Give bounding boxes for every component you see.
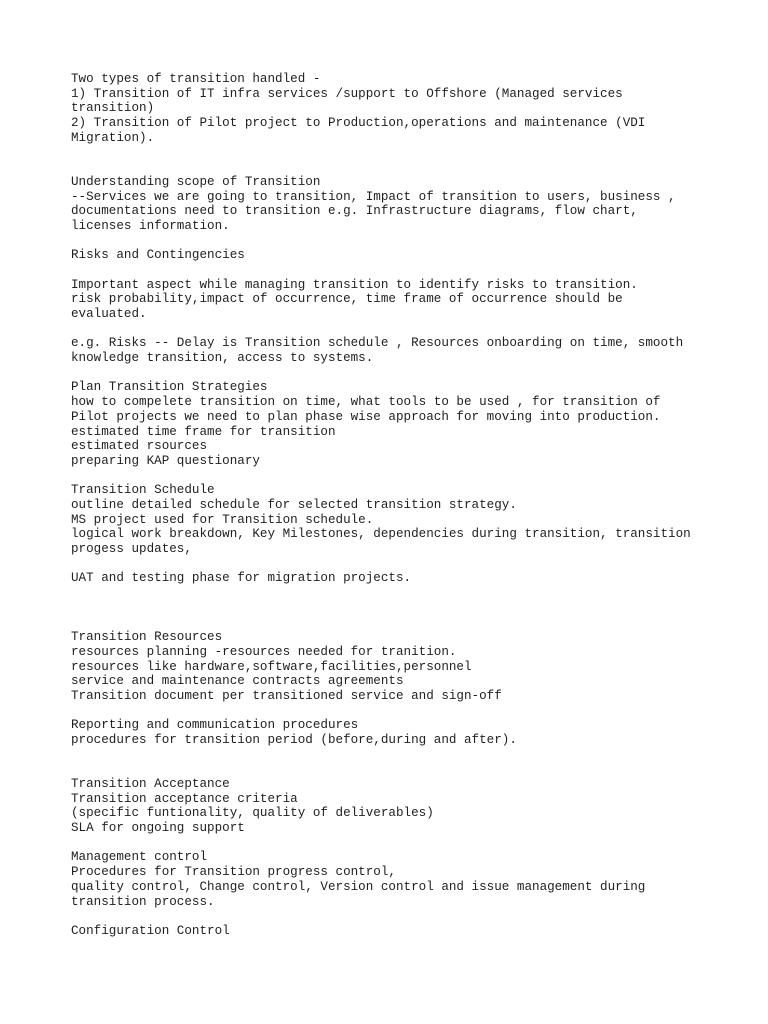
text-line: transition process. bbox=[71, 894, 215, 909]
text-line: Configuration Control bbox=[71, 923, 230, 938]
text-line bbox=[71, 469, 711, 484]
text-line bbox=[71, 160, 711, 175]
text-line: documentations need to transition e.g. Infrastructure diagrams, flow chart, bbox=[71, 204, 638, 219]
text-line bbox=[71, 704, 711, 719]
text-line bbox=[71, 601, 711, 616]
text-line bbox=[71, 557, 711, 572]
text-line: --Services we are going to transition, Impact of transition to users, business , bbox=[71, 189, 676, 204]
text-line bbox=[71, 836, 711, 851]
text-line bbox=[71, 748, 711, 763]
text-line: Transition Acceptance bbox=[71, 777, 230, 791]
text-line: logical work breakdown, Key Milestones, dependencies during transition, transition bbox=[71, 527, 691, 542]
text-line bbox=[71, 762, 711, 777]
text-line: how to compelete transition on time, what tools to be used , for transition of bbox=[71, 395, 661, 410]
text-line: Transition Resources bbox=[71, 630, 223, 645]
text-line bbox=[71, 366, 711, 381]
text-line: estimated rsources bbox=[71, 439, 208, 454]
text-line bbox=[71, 615, 711, 630]
text-line: risk probability,impact of occurrence, time frame of occurrence should be bbox=[71, 292, 623, 307]
text-line: knowledge transition, access to systems. bbox=[71, 351, 374, 366]
text-line: progess updates, bbox=[71, 542, 192, 556]
text-line: transition) bbox=[71, 101, 155, 116]
text-line: resources planning -resources needed for tranition. bbox=[71, 644, 457, 659]
text-line bbox=[71, 322, 711, 337]
text-line: (specific funtionality, quality of deliverables) bbox=[71, 806, 434, 821]
text-line: 1) Transition of IT infra services /support to Offshore (Managed services bbox=[71, 86, 623, 101]
text-line: preparing KAP questionary bbox=[71, 453, 260, 468]
text-line bbox=[71, 234, 711, 249]
text-line: quality control, Change control, Version control and issue management during bbox=[71, 879, 646, 894]
text-line: Understanding scope of Transition bbox=[71, 174, 321, 189]
text-line: evaluated. bbox=[71, 307, 147, 321]
text-line: service and maintenance contracts agreements bbox=[71, 674, 404, 689]
text-line: SLA for ongoing support bbox=[71, 821, 245, 836]
text-line bbox=[71, 909, 711, 924]
text-line: Procedures for Transition progress control, bbox=[71, 865, 396, 880]
text-line: Important aspect while managing transition to identify risks to transition. bbox=[71, 277, 638, 292]
text-line bbox=[71, 145, 711, 160]
text-line: Reporting and communication procedures bbox=[71, 718, 359, 733]
text-line: Transition Schedule bbox=[71, 483, 215, 498]
text-line: Pilot projects we need to plan phase wise approach for moving into production. bbox=[71, 409, 661, 424]
text-line: Plan Transition Strategies bbox=[71, 380, 268, 395]
text-line: MS project used for Transition schedule. bbox=[71, 512, 374, 527]
text-line: Migration). bbox=[71, 130, 155, 145]
text-line: Risks and Contingencies bbox=[71, 248, 245, 263]
text-line: outline detailed schedule for selected transition strategy. bbox=[71, 497, 517, 512]
text-line: Two types of transition handled - bbox=[71, 72, 321, 86]
text-line: procedures for transition period (before,during and after). bbox=[71, 732, 517, 747]
text-line: e.g. Risks -- Delay is Transition schedule , Resources onboarding on time, smooth bbox=[71, 336, 684, 351]
text-line: resources like hardware,software,facilities,personnel bbox=[71, 659, 472, 674]
text-line: UAT and testing phase for migration projects. bbox=[71, 571, 412, 586]
text-line: Transition acceptance criteria bbox=[71, 791, 298, 806]
text-line bbox=[71, 586, 711, 601]
text-line: Transition document per transitioned service and sign-off bbox=[71, 688, 502, 703]
text-line: Management control bbox=[71, 850, 208, 865]
document-text-block bbox=[71, 72, 711, 939]
text-line: licenses information. bbox=[71, 218, 230, 233]
text-line bbox=[71, 263, 711, 278]
text-line: estimated time frame for transition bbox=[71, 424, 336, 439]
text-line: 2) Transition of Pilot project to Production,operations and maintenance (VDI bbox=[71, 116, 646, 131]
